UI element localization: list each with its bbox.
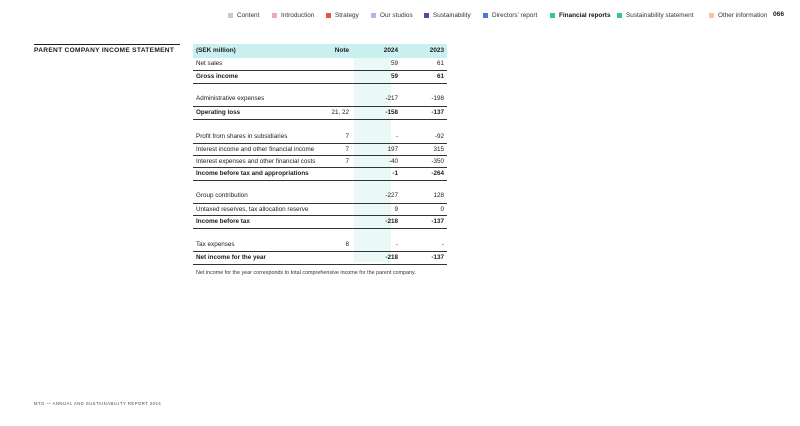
- nav-item-financial-reports[interactable]: [550, 10, 611, 20]
- row-label: Untaxed reserves, tax allocation reserve: [196, 206, 309, 213]
- header-2023: 2023: [429, 47, 444, 54]
- row-value-2024: 9: [394, 206, 398, 213]
- table-footnote: Net income for the year corresponds to total comprehensive income for the parent company.: [196, 270, 416, 276]
- table-header: [193, 44, 447, 58]
- row-note: 21, 22: [331, 109, 349, 116]
- header-note: Note: [334, 47, 349, 54]
- row-value-2024: -218: [385, 218, 398, 225]
- row-value-2024: -: [395, 241, 398, 248]
- header-2024: 2024: [383, 47, 398, 54]
- row-label: Interest income and other financial income: [196, 146, 315, 153]
- directors-report-color-icon: [483, 13, 488, 18]
- table-row: [193, 131, 447, 143]
- row-label: Administrative expenses: [196, 95, 265, 102]
- row-value-2024: -1: [392, 170, 398, 177]
- nav-item-sustainability-statement[interactable]: [617, 10, 694, 20]
- row-value-2024: -227: [385, 192, 398, 199]
- row-label: Group contribution: [196, 192, 248, 199]
- nav-item-strategy[interactable]: [326, 10, 359, 20]
- introduction-color-icon: [272, 13, 277, 18]
- row-value-2023: 315: [433, 146, 444, 153]
- nav-item-introduction[interactable]: [272, 10, 314, 20]
- page-number: 066: [773, 11, 785, 18]
- row-value-2023: -137: [431, 218, 444, 225]
- row-value-2023: -264: [431, 170, 444, 177]
- row-note: 7: [345, 146, 349, 153]
- nav-item-label: Other information: [718, 11, 768, 19]
- row-note: 8: [345, 241, 349, 248]
- row-value-2024: -: [395, 133, 398, 140]
- row-label: Profit from shares in subsidiaries: [196, 133, 288, 140]
- row-value-2024: 59: [390, 73, 398, 80]
- table-row: [193, 239, 447, 251]
- row-value-2024: 197: [387, 146, 398, 153]
- our-studios-color-icon: [371, 13, 376, 18]
- row-value-2023: -350: [431, 158, 444, 165]
- nav-item-label: Financial reports: [559, 11, 611, 19]
- table-row: [193, 190, 447, 202]
- row-note: 7: [345, 133, 349, 140]
- row-value-2023: 61: [436, 73, 444, 80]
- nav-item-sustainability[interactable]: [424, 10, 471, 20]
- report-name: MTG — ANNUAL AND SUSTAINABILITY REPORT 2024: [34, 401, 162, 406]
- row-note: 7: [345, 158, 349, 165]
- row-value-2023: -137: [431, 254, 444, 261]
- row-value-2024: 59: [390, 60, 398, 67]
- nav-item-label: Our studios: [380, 11, 413, 19]
- row-value-2023: 61: [436, 60, 444, 67]
- row-label: Tax expenses: [196, 241, 235, 248]
- nav-item-label: Sustainability: [433, 11, 471, 19]
- row-value-2024: -158: [385, 109, 398, 116]
- strategy-color-icon: [326, 13, 331, 18]
- table-row: [193, 251, 447, 265]
- row-value-2023: -: [441, 241, 444, 248]
- nav-item-label: Directors' report: [492, 11, 538, 19]
- row-label: Gross income: [196, 73, 238, 80]
- row-label: Interest expenses and other financial costs: [196, 158, 316, 165]
- row-value-2023: 0: [440, 206, 444, 213]
- nav-item-our-studios[interactable]: [371, 10, 413, 20]
- content-color-icon: [228, 13, 233, 18]
- row-value-2023: -137: [431, 109, 444, 116]
- table-row: [193, 93, 447, 105]
- table-row: [193, 70, 447, 84]
- table-row: [193, 106, 447, 120]
- row-value-2024: -217: [385, 95, 398, 102]
- nav-item-directors-report[interactable]: [483, 10, 537, 20]
- other-information-color-icon: [709, 13, 714, 18]
- row-label: Operating loss: [196, 109, 241, 116]
- header-label: (SEK million): [196, 47, 236, 54]
- top-navigation: [0, 10, 800, 20]
- row-value-2024: -40: [388, 158, 398, 165]
- nav-item-label: Introduction: [281, 11, 315, 19]
- nav-item-content[interactable]: [228, 10, 259, 20]
- row-label: Income before tax: [196, 218, 250, 225]
- sustainability-color-icon: [424, 13, 429, 18]
- section-title: PARENT COMPANY INCOME STATEMENT: [34, 44, 180, 54]
- row-value-2024: -218: [385, 254, 398, 261]
- nav-item-label: Strategy: [335, 11, 359, 19]
- nav-item-label: Content: [237, 11, 260, 19]
- row-label: Income before tax and appropriations: [196, 170, 309, 177]
- table-row: [193, 58, 447, 70]
- nav-item-label: Sustainability statement: [626, 11, 694, 19]
- row-value-2023: -198: [431, 95, 444, 102]
- sustainability-statement-color-icon: [617, 13, 622, 18]
- table-row: [193, 215, 447, 229]
- table-row: [193, 167, 447, 181]
- row-label: Net income for the year: [196, 254, 266, 261]
- financial-reports-color-icon: [550, 13, 555, 18]
- nav-item-other-information[interactable]: [709, 10, 767, 20]
- row-value-2023: 128: [433, 192, 444, 199]
- row-label: Net sales: [196, 60, 223, 67]
- row-value-2023: -92: [434, 133, 444, 140]
